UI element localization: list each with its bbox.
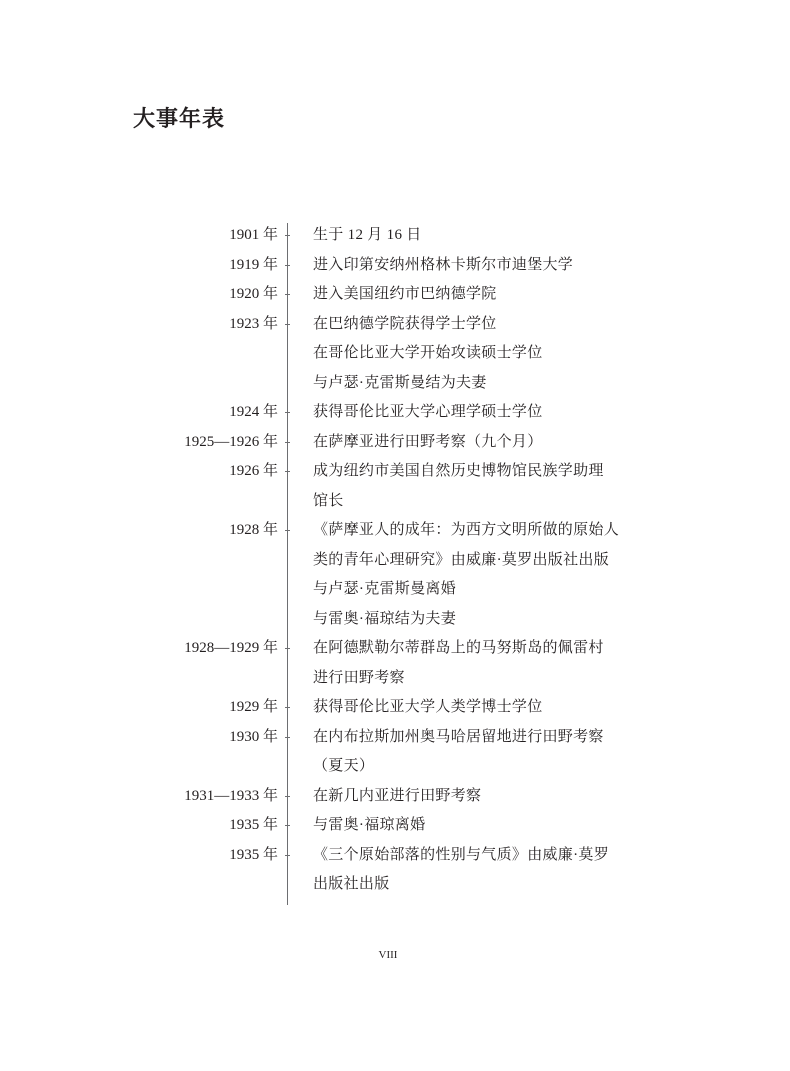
- timeline-event-text: （夏天）: [313, 758, 375, 774]
- timeline-row: [0, 310, 790, 340]
- timeline-row: [0, 428, 790, 458]
- timeline-row: [0, 398, 790, 428]
- timeline-tick-mark: [285, 530, 290, 531]
- timeline-event-text: 在巴纳德学院获得学士学位: [313, 315, 497, 332]
- timeline-tick-mark: [285, 442, 290, 443]
- page-number: VIII: [378, 949, 398, 961]
- timeline-tick-mark: [285, 265, 290, 266]
- timeline-year: 1928 年: [229, 522, 278, 538]
- timeline-row: [0, 752, 790, 782]
- timeline-year: 1919 年: [229, 256, 278, 273]
- timeline-event-text: 在内布拉斯加州奥马哈居留地进行田野考察: [313, 728, 604, 745]
- timeline-year: 1935 年: [229, 817, 278, 833]
- timeline-tick-mark: [285, 471, 290, 472]
- timeline-year: 1930 年: [229, 728, 278, 745]
- timeline-row: [0, 457, 790, 487]
- timeline-event-text: 获得哥伦比亚大学人类学博士学位: [313, 699, 543, 715]
- timeline-event-text: 生于 12 月 16 日: [313, 227, 422, 243]
- timeline-tick-mark: [285, 796, 290, 797]
- timeline-tick-mark: [285, 235, 290, 236]
- timeline-tick-mark: [285, 737, 290, 738]
- timeline-event-text: 与卢瑟·克雷斯曼离婚: [313, 581, 456, 597]
- timeline-row: [0, 870, 790, 900]
- timeline-year: 1901 年: [229, 227, 278, 243]
- timeline-row: [0, 811, 790, 841]
- timeline-event-text: 获得哥伦比亚大学心理学硕士学位: [313, 404, 543, 420]
- timeline-year: 1926 年: [229, 463, 278, 479]
- timeline-row: [0, 841, 790, 871]
- timeline-year: 1923 年: [229, 315, 278, 332]
- timeline-year: 1935 年: [229, 846, 278, 863]
- timeline-event-text: 与雷奥·福琼离婚: [313, 817, 426, 833]
- timeline-row: [0, 575, 790, 605]
- timeline-event-text: 成为纽约市美国自然历史博物馆民族学助理: [313, 463, 604, 479]
- timeline-tick-mark: [285, 855, 290, 856]
- timeline-row: [0, 723, 790, 753]
- timeline-row: [0, 280, 790, 310]
- timeline-row: [0, 251, 790, 281]
- timeline-year: 1925—1926 年: [184, 433, 278, 450]
- timeline-tick-mark: [285, 648, 290, 649]
- timeline-row: [0, 634, 790, 664]
- timeline-row: [0, 546, 790, 576]
- page-title: 大事年表: [133, 106, 226, 131]
- timeline-event-text: 《三个原始部落的性别与气质》由威廉·莫罗: [313, 846, 609, 863]
- timeline-event-text: 在阿德默勒尔蒂群岛上的马努斯岛的佩雷村: [313, 640, 604, 656]
- timeline-event-text: 类的青年心理研究》由威廉·莫罗出版社出版: [313, 551, 609, 568]
- timeline-tick-mark: [285, 825, 290, 826]
- timeline-row: [0, 487, 790, 517]
- chronology-timeline: [0, 221, 790, 911]
- timeline-event-text: 出版社出版: [313, 876, 390, 892]
- timeline-row: [0, 339, 790, 369]
- timeline-event-text: 在新几内亚进行田野考察: [313, 787, 482, 804]
- timeline-row: [0, 693, 790, 723]
- timeline-event-text: 《萨摩亚人的成年：为西方文明所做的原始人: [313, 522, 620, 538]
- timeline-tick-mark: [285, 294, 290, 295]
- timeline-year: 1928—1929 年: [184, 640, 278, 656]
- timeline-event-text: 在哥伦比亚大学开始攻读硕士学位: [313, 345, 543, 361]
- timeline-year: 1924 年: [229, 404, 278, 420]
- timeline-event-text: 与雷奥·福琼结为夫妻: [313, 610, 456, 627]
- timeline-row: [0, 221, 790, 251]
- timeline-row: [0, 605, 790, 635]
- timeline-tick-mark: [285, 707, 290, 708]
- timeline-tick-mark: [285, 324, 290, 325]
- timeline-event-text: 在萨摩亚进行田野考察（九个月）: [313, 433, 543, 450]
- timeline-year: 1920 年: [229, 286, 278, 302]
- timeline-row: [0, 369, 790, 399]
- timeline-tick-mark: [285, 412, 290, 413]
- timeline-event-text: 进行田野考察: [313, 669, 405, 686]
- timeline-event-text: 进入美国纽约市巴纳德学院: [313, 286, 497, 302]
- timeline-row: [0, 782, 790, 812]
- timeline-event-text: 与卢瑟·克雷斯曼结为夫妻: [313, 374, 487, 391]
- timeline-row: [0, 664, 790, 694]
- timeline-row: [0, 516, 790, 546]
- timeline-year: 1931—1933 年: [184, 787, 278, 804]
- timeline-event-text: 进入印第安纳州格林卡斯尔市迪堡大学: [313, 256, 574, 273]
- timeline-year: 1929 年: [229, 699, 278, 715]
- timeline-event-text: 馆长: [313, 492, 344, 509]
